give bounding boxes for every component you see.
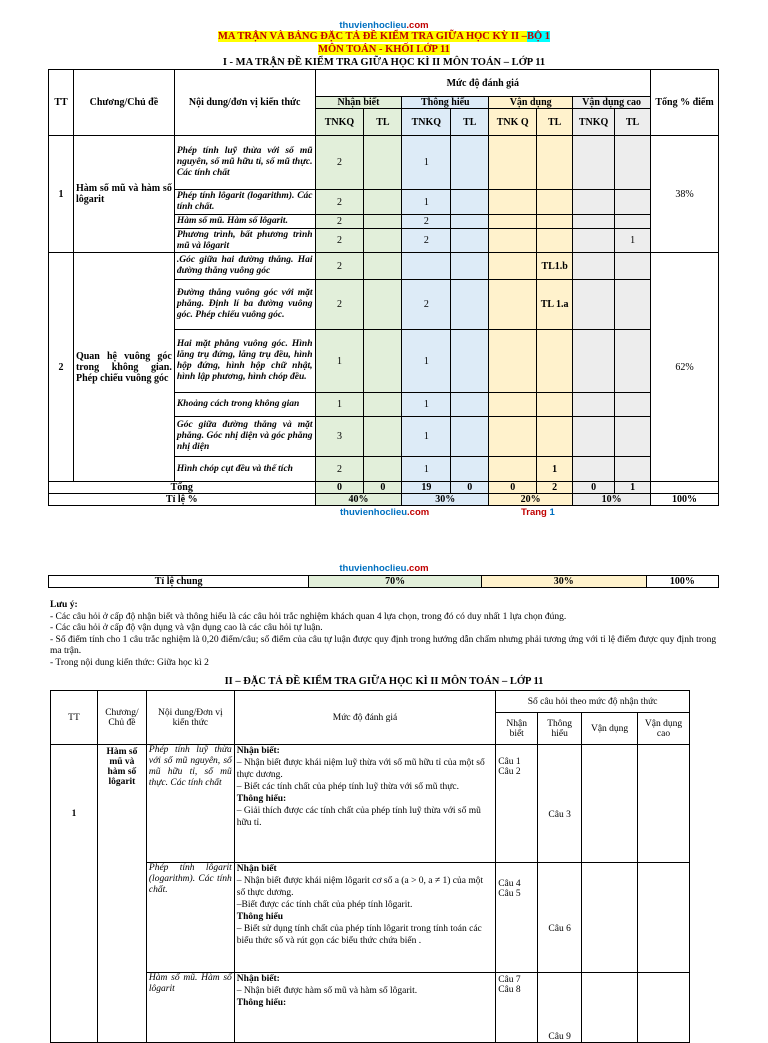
ratio-cell: 10% (573, 494, 651, 506)
general-total: 100% (646, 576, 718, 588)
matrix-row (49, 136, 719, 190)
count-cell (573, 417, 615, 457)
general-ratio-table (48, 575, 719, 588)
level-heading: Nhận biết: (236, 974, 280, 984)
chapter-tt: 1 (49, 136, 74, 253)
total-cell: 2 (537, 482, 573, 494)
spec-th: Câu 6 (538, 863, 582, 973)
count-cell (364, 253, 402, 280)
sub-header: TNKQ (315, 109, 364, 136)
watermark-brand: thuvienhoclieu (339, 20, 407, 31)
count-cell (615, 417, 651, 457)
spec-th: Câu 3 (538, 745, 582, 863)
count-cell (573, 190, 615, 215)
count-cell (573, 215, 615, 229)
count-cell (402, 253, 451, 280)
col-level: Mức độ đánh giá (315, 70, 651, 97)
count-cell (573, 457, 615, 482)
content-cell: Phép tính luỹ thừa với số mũ nguyên, số mũ hữu tỉ, số mũ thực. Các tính chất (174, 136, 315, 190)
count-cell (364, 417, 402, 457)
general-v1: 70% (309, 576, 482, 588)
count-cell: 1 (537, 457, 573, 482)
spec-content: Phép tính luỹ thừa với số mũ nguyên, số mũ hữu tỉ, số mũ thực. Các tính chất (146, 745, 234, 863)
spec-col-content: Nội dung/Đơn vị kiến thức (146, 691, 234, 745)
level-item: – Giải thích được các tính chất của phép tính luỹ thừa với số mũ hữu tỉ. (236, 806, 481, 828)
count-cell: 2 (402, 280, 451, 330)
content-cell: Đường thẳng vuông góc với mặt phẳng. Định lí ba đường vuông góc. Phép chiếu vuông góc. (174, 280, 315, 330)
level-item: – Biết các tính chất của phép tính luỹ thừa với số mũ thực. (236, 782, 459, 792)
count-cell (573, 253, 615, 280)
count-cell (615, 215, 651, 229)
general-label: Tỉ lệ chung (49, 576, 309, 588)
sub-header: TNKQ (573, 109, 615, 136)
watermark-dom: .com (406, 563, 429, 574)
count-cell (489, 190, 537, 215)
watermark-dom: .com (406, 20, 429, 31)
count-cell (615, 190, 651, 215)
ratio-cell: 20% (489, 494, 573, 506)
content-cell: Hàm số mũ. Hàm số lôgarit. (174, 215, 315, 229)
level-heading: Thông hiểu: (236, 794, 287, 804)
count-cell (537, 215, 573, 229)
footer-dom: .com (407, 507, 430, 518)
col-chapter: Chương/Chủ đề (73, 70, 174, 136)
title-set: BỘ 1 (526, 31, 550, 42)
count-cell: 2 (315, 136, 364, 190)
total-cell: 1 (615, 482, 651, 494)
spec-nb: Câu 7 Câu 8 (496, 973, 538, 1043)
count-cell (537, 136, 573, 190)
count-cell: TL1.b (537, 253, 573, 280)
count-cell (364, 393, 402, 417)
content-cell: Phương trình, bất phương trình mũ và lôgarit (174, 229, 315, 253)
level-heading: Thông hiểu: (236, 998, 287, 1008)
spec-level-cell (234, 745, 495, 863)
total-cell: 0 (451, 482, 489, 494)
count-cell (451, 215, 489, 229)
ratio-row (49, 494, 719, 506)
count-cell: TL 1.a (537, 280, 573, 330)
subtitle-text: MÔN TOÁN - KHỐI LỚP 11 (318, 44, 450, 55)
total-cell: 0 (573, 482, 615, 494)
count-cell: 2 (402, 215, 451, 229)
spec-nb: Câu 1 Câu 2 (496, 745, 538, 863)
sub-header: TL (364, 109, 402, 136)
chapter-pct: 38% (651, 136, 719, 253)
count-cell: 2 (315, 215, 364, 229)
spec-content: Hàm số mũ. Hàm số lôgarit (146, 973, 234, 1043)
count-cell (489, 253, 537, 280)
count-cell (451, 253, 489, 280)
note-item: - Trong nội dung kiến thức: Giữa học kì 2 (50, 657, 209, 668)
general-v2: 30% (481, 576, 646, 588)
doc-title (0, 31, 768, 42)
level-vd: Vận dụng (489, 97, 573, 109)
count-cell: 2 (315, 190, 364, 215)
chapter-name: Hàm số mũ và hàm số lôgarit (73, 136, 174, 253)
count-cell (573, 280, 615, 330)
col-total: Tổng % điểm (651, 70, 719, 136)
count-cell (573, 229, 615, 253)
count-cell (537, 393, 573, 417)
doc-subtitle (0, 44, 768, 55)
footer-watermark (340, 507, 429, 518)
count-cell: 1 (315, 330, 364, 393)
count-cell (489, 457, 537, 482)
watermark-top (0, 20, 768, 31)
count-cell (451, 229, 489, 253)
sub-header: TL (537, 109, 573, 136)
level-item: – Nhận biết được khái niệm lôgarit cơ số a (a > 0, a ≠ 1) của một số thực dương. (236, 876, 484, 898)
ratio-cell: 30% (402, 494, 489, 506)
ratio-label: Tỉ lệ % (49, 494, 316, 506)
count-cell (489, 330, 537, 393)
total-cell: 19 (402, 482, 451, 494)
spec-sub-header: Thông hiểu (538, 713, 582, 745)
count-cell (537, 229, 573, 253)
count-cell (364, 330, 402, 393)
content-cell: Khoảng cách trong không gian (174, 393, 315, 417)
count-cell (489, 229, 537, 253)
note-item: - Các câu hỏi ở cấp độ nhận biết và thông hiểu là các câu hỏi trắc nghiệm khách quan 4 lựa chọn, trong đó có duy nhất 1 lựa chọn đúng. (50, 611, 567, 622)
count-cell (489, 393, 537, 417)
count-cell (364, 215, 402, 229)
level-th: Thông hiểu (402, 97, 489, 109)
count-cell: 1 (615, 229, 651, 253)
count-cell (573, 393, 615, 417)
count-cell: 2 (402, 229, 451, 253)
count-cell (537, 417, 573, 457)
total-label: Tổng (49, 482, 316, 494)
count-cell (489, 280, 537, 330)
page-num: 1 (549, 507, 555, 518)
count-cell (615, 330, 651, 393)
spec-level-cell (234, 973, 495, 1043)
count-cell (364, 229, 402, 253)
matrix-row (49, 253, 719, 280)
sub-header: TL (615, 109, 651, 136)
ratio-cell: 40% (315, 494, 402, 506)
spec-chapter: Hàm số mũ và hàm số lôgarit (97, 745, 146, 1043)
level-item: – Nhận biết được khái niệm luỹ thừa với số mũ hữu tỉ của một số thực dương. (236, 758, 485, 780)
spec-table (50, 690, 690, 1043)
spec-col-level: Mức độ đánh giá (234, 691, 495, 745)
sub-header: TL (451, 109, 489, 136)
level-item: – Nhận biết được hàm số mũ và hàm số lôgarit. (236, 986, 418, 996)
count-cell (615, 457, 651, 482)
count-cell: 1 (402, 393, 451, 417)
chapter-tt: 2 (49, 253, 74, 482)
spec-sub-header: Vận dụng cao (638, 713, 690, 745)
count-cell (573, 136, 615, 190)
level-item: – Biết sử dụng tính chất của phép tính lôgarit trong tính toán các biểu thức số và rút gọn các biểu thức chứa biến . (236, 924, 482, 946)
total-cell: 0 (315, 482, 364, 494)
col-content: Nội dung/đơn vị kiến thức (174, 70, 315, 136)
content-cell: Hai mặt phẳng vuông góc. Hình lăng trụ đứng, lăng trụ đều, hình hộp đứng, hình hộp chữ nhật, hình lập phương, hình chóp đều. (174, 330, 315, 393)
watermark-brand: thuvienhoclieu (339, 563, 407, 574)
spec-col-chapter: Chương/ Chủ đề (97, 691, 146, 745)
count-cell (615, 393, 651, 417)
count-cell (364, 136, 402, 190)
count-cell: 1 (402, 457, 451, 482)
count-cell (615, 136, 651, 190)
content-cell: Hình chóp cụt đều và thể tích (174, 457, 315, 482)
ratio-cell: 100% (651, 494, 719, 506)
notes-title: Lưu ý: (50, 600, 78, 610)
sub-header: TNK Q (489, 109, 537, 136)
matrix-table (48, 69, 719, 506)
count-cell (451, 190, 489, 215)
count-cell (364, 457, 402, 482)
chapter-name: Quan hệ vuông góc trong không gian. Phép chiếu vuông góc (73, 253, 174, 482)
level-heading: Thông hiểu (236, 912, 283, 922)
count-cell (537, 330, 573, 393)
level-nb: Nhận biết (315, 97, 402, 109)
count-cell (364, 190, 402, 215)
count-cell: 1 (402, 190, 451, 215)
col-tt: TT (49, 70, 74, 136)
content-cell: Góc giữa đường thẳng và mặt phẳng. Góc nhị diện và góc phẳng nhị diện (174, 417, 315, 457)
count-cell: 2 (315, 229, 364, 253)
spec-sub-header: Nhận biết (496, 713, 538, 745)
count-cell (615, 280, 651, 330)
count-cell (537, 190, 573, 215)
count-cell: 2 (315, 457, 364, 482)
spec-content: Phép tính lôgarit (logarithm). Các tính chất. (146, 863, 234, 973)
level-heading: Nhận biết: (236, 746, 280, 756)
total-cell: 0 (364, 482, 402, 494)
footer-brand: thuvienhoclieu (340, 507, 408, 518)
count-cell: 1 (402, 136, 451, 190)
spec-col-tt: TT (51, 691, 98, 745)
level-item: –Biết được các tính chất của phép tính lôgarit. (236, 900, 413, 910)
count-cell: 1 (402, 417, 451, 457)
count-cell (489, 136, 537, 190)
title-line1: MA TRẬN VÀ BẢNG ĐẶC TẢ ĐỀ KIỂM TRA GIỮA HỌC KỲ II – (218, 31, 527, 42)
spec-col-count: Số câu hỏi theo mức độ nhận thức (496, 691, 690, 713)
count-cell (451, 457, 489, 482)
watermark-page2 (0, 563, 768, 574)
count-cell (451, 330, 489, 393)
note-item: - Số điểm tính cho 1 câu trắc nghiệm là 0,20 điểm/câu; số điểm của câu tự luận được quy định trong hướng dẫn chấm nhưng phải tương ứng với tỉ lệ điểm được quy định trong ma trận. (50, 634, 717, 656)
count-cell: 2 (315, 280, 364, 330)
spec-th: Câu 9 (538, 973, 582, 1043)
count-cell (615, 253, 651, 280)
spec-sub-header: Vận dụng (582, 713, 638, 745)
count-cell (451, 393, 489, 417)
count-cell: 1 (402, 330, 451, 393)
notes (50, 600, 720, 669)
total-row (49, 482, 719, 494)
count-cell: 2 (315, 253, 364, 280)
count-cell: 3 (315, 417, 364, 457)
note-item: - Các câu hỏi ở cấp độ vận dụng và vận dụng cao là các câu hỏi tự luận. (50, 623, 323, 633)
count-cell (573, 330, 615, 393)
level-heading: Nhận biết (236, 864, 277, 874)
count-cell (489, 417, 537, 457)
count-cell: 1 (315, 393, 364, 417)
content-cell: Phép tính lôgarit (logarithm). Các tính chất. (174, 190, 315, 215)
page-label: Trang (521, 507, 547, 518)
level-vdc: Vận dụng cao (573, 97, 651, 109)
count-cell (451, 417, 489, 457)
page-number (521, 507, 555, 518)
count-cell (451, 136, 489, 190)
spec-tt: 1 (51, 745, 98, 1043)
section1-title: I - MA TRẬN ĐỀ KIỂM TRA GIỮA HỌC KÌ II MÔN TOÁN – LỚP 11 (222, 57, 546, 68)
total-cell: 0 (489, 482, 537, 494)
chapter-pct: 62% (651, 253, 719, 482)
spec-level-cell (234, 863, 495, 973)
content-cell: .Góc giữa hai đường thẳng. Hai đường thẳng vuông góc (174, 253, 315, 280)
sub-header: TNKQ (402, 109, 451, 136)
count-cell (489, 215, 537, 229)
section2-title: II – ĐẶC TẢ ĐỀ KIỂM TRA GIỮA HỌC KÌ II MÔN TOÁN – LỚP 11 (224, 676, 544, 687)
count-cell (451, 280, 489, 330)
spec-nb: Câu 4 Câu 5 (496, 863, 538, 973)
count-cell (364, 280, 402, 330)
